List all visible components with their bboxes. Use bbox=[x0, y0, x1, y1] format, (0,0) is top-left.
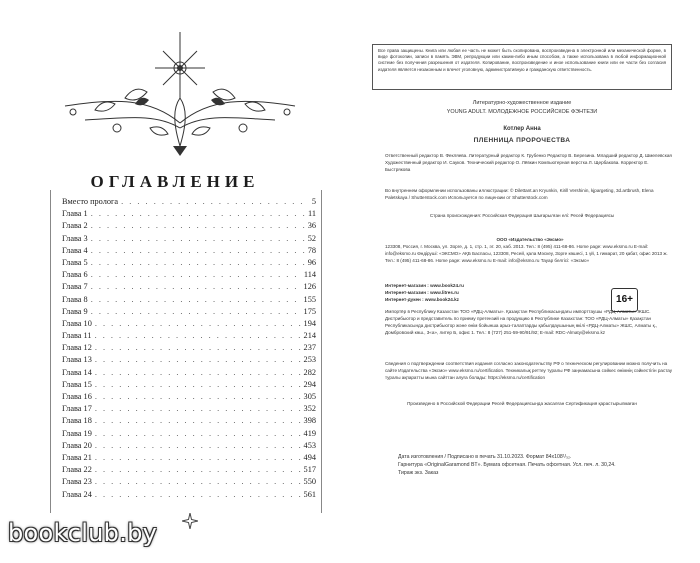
toc-entry-label: Вместо пролога bbox=[62, 197, 119, 206]
toc-entry-page: 114 bbox=[303, 270, 316, 280]
toc-leader-dots bbox=[91, 306, 301, 318]
print-run-line: Тираж экз. Заказ bbox=[398, 470, 439, 476]
toc-entry-page: 494 bbox=[303, 452, 316, 462]
toc-entry bbox=[62, 403, 316, 415]
toc-entry bbox=[62, 208, 316, 220]
publisher-info bbox=[385, 236, 675, 264]
toc-leader-dots bbox=[91, 257, 305, 269]
toc-entry-page: 96 bbox=[307, 257, 316, 267]
toc-heading: ОГЛАВЛЕНИЕ bbox=[90, 172, 260, 191]
toc-entry-label: Глава 2 bbox=[62, 221, 88, 231]
toc-leader-dots bbox=[95, 476, 301, 488]
toc-entry-page: 175 bbox=[303, 306, 316, 316]
toc-entry-page: 253 bbox=[303, 355, 316, 365]
age-rating-badge: 16+ bbox=[611, 288, 638, 312]
toc-entry bbox=[62, 220, 316, 232]
made-in-info: Произведено в Российской Федерации Ресей Федерациясында жасалған Сертификация қарастырылмаған bbox=[407, 401, 637, 406]
toc-entry bbox=[62, 294, 316, 306]
toc-entry-page: 237 bbox=[303, 343, 316, 353]
publisher-name: ООО «Издательство «Эксмо» bbox=[496, 237, 564, 242]
print-typeface-line: Гарнитура «OriginalGaramond BT». Бумага офсетная. Печать офсетная. Усл. печ. л. 30,24. bbox=[398, 462, 616, 468]
toc-entry-label: Глава 9 bbox=[62, 306, 88, 316]
toc-leader-dots bbox=[91, 294, 301, 306]
toc-leader-dots bbox=[91, 208, 305, 220]
toc-leader-dots bbox=[95, 452, 301, 464]
toc-entry-page: 352 bbox=[303, 404, 316, 414]
copyright-notice: Все права защищены. Книга или любая ее часть не может быть скопирована, воспроизведена в электронной или механической форме, в виде фотокопии, записи в память ЭВМ, репродукции или каким-либо иным способом, а также использована в любой информационной системе без получения разрешения от издателя. Копирование, воспроизведение и иное использование книги или ее части без согласия издателя является незаконным и влечет уголовную, административную и гражданскую ответственность. bbox=[372, 44, 672, 90]
toc-entry-label: Глава 8 bbox=[62, 294, 88, 304]
toc-entry bbox=[62, 476, 316, 488]
toc-entry bbox=[62, 233, 316, 245]
toc-entry-page: 550 bbox=[303, 477, 316, 487]
importer-info: Импортёр в Республику Казахстан ТОО «РДЦ-Алматы». Қазақстан Республикасындағы импорттаушы «РДЦ-Алматы» ЖШС. Дистрибьютор и представитель по приему претензий на продукцию в Республике Казахстан: ТОО «РДЦ-Алматы» Қазақстан Республикасында дистрибьютор және өнім бойынша арыз-талаптарды қабылдаушының өкілі «РДЦ-Алматы» ЖШС, Алматы қ., Домбровский көш., 3«а», литер Б, офис 1. Тел.: 8 (727) 251-59-90/91/92; E-mail: RDC-Almaty@eksmo.kz bbox=[385, 309, 658, 336]
toc-leader-dots bbox=[91, 245, 305, 257]
toc-entry-label: Глава 13 bbox=[62, 355, 92, 365]
toc-entry bbox=[62, 306, 316, 318]
toc-entry bbox=[62, 281, 316, 293]
toc-entry-page: 517 bbox=[303, 465, 316, 475]
toc-entry-label: Глава 22 bbox=[62, 465, 92, 475]
toc-entry-label: Глава 10 bbox=[62, 318, 92, 328]
toc-leader-dots bbox=[91, 269, 301, 281]
book-title: ПЛЕННИЦА ПРОРОЧЕСТВА bbox=[473, 137, 571, 144]
toc-entry-label: Глава 20 bbox=[62, 440, 92, 450]
certification-info: Сведения о подтверждении соответствия издания согласно законодательству РФ о техническом регулировании можно получить на сайте Издательства «Эксмо» www.eksmo.ru/certification. Техникалық реттеу туралы РФ заңнамасына сәйкес өнімнің сәйкестігін растау туралы ақпаратты мына сайттан алуға болады: https://eksmo.ru/certification bbox=[385, 361, 673, 381]
toc-leader-dots bbox=[95, 440, 301, 452]
toc-entry-page: 36 bbox=[307, 221, 316, 231]
toc-entry bbox=[62, 257, 316, 269]
toc-entry-page: 78 bbox=[307, 245, 316, 255]
shop-line: Интернет-дүкен : www.book24.kz bbox=[385, 297, 459, 303]
toc-entry bbox=[62, 440, 316, 452]
toc-entry-page: 294 bbox=[303, 379, 316, 389]
author-name: Котлер Анна bbox=[503, 126, 541, 132]
toc-entry bbox=[62, 452, 316, 464]
toc-leader-dots bbox=[91, 281, 301, 293]
toc-leader-dots bbox=[95, 354, 301, 366]
toc-entry-page: 214 bbox=[303, 331, 316, 341]
toc-leader-dots bbox=[95, 489, 301, 501]
genre-line: Литературно-художественное издание bbox=[472, 100, 572, 106]
toc-leader-dots bbox=[91, 233, 305, 245]
toc-entry bbox=[62, 354, 316, 366]
toc-entry-label: Глава 3 bbox=[62, 233, 88, 243]
country-of-origin: Страна происхождения: Российская Федерация Шығарылған елі: Ресей Федерациясы bbox=[429, 213, 615, 218]
toc-leader-dots bbox=[95, 464, 301, 476]
toc-leader-dots bbox=[95, 391, 301, 403]
toc-leader-dots bbox=[95, 342, 301, 354]
toc-entry-page: 194 bbox=[303, 318, 316, 328]
toc-entry bbox=[62, 391, 316, 403]
toc-entry-label: Глава 1 bbox=[62, 209, 88, 219]
toc-entry-page: 52 bbox=[307, 233, 316, 243]
illustration-credits: Во внутреннем оформлении использованы иллюстрации: © Dilettant.an Kryunkin, Kirill Vershinin, kjpargeting, 3d.artbrush, Elena Paletskaya / Shutterstock.com Используется по лицензии от Shutterstock.com bbox=[385, 188, 654, 201]
toc-entry-page: 398 bbox=[303, 416, 316, 426]
toc-list bbox=[62, 196, 316, 501]
toc-entry bbox=[62, 245, 316, 257]
toc-entry-label: Глава 17 bbox=[62, 404, 92, 414]
toc-entry-label: Глава 6 bbox=[62, 270, 88, 280]
toc-entry-label: Глава 7 bbox=[62, 282, 88, 292]
toc-entry-page: 305 bbox=[303, 392, 316, 401]
publisher-address: 123308, Россия, г. Москва, ул. Зорге, д. 1, стр. 1, эт. 20, каб. 2013. Тел.: 8 (495) 411-68-86. Home page: www.eksmo.ru E-mail: info@eksmo.ru Өндіруші: «ЭКСМО» АҚБ Баспасы, 123308, Ресей, қала Мәскеу, Зорге көшесі, 1 үй, 1 ғимарат, 20 қабат, офис 2013 ж. Тел.: 8 (495) 411-68-86. Home page: www.eksmo.ru E-mail: info@eksmo.ru Тауар белгісі: «Эксмо» bbox=[385, 244, 668, 264]
toc-entry-page: 11 bbox=[308, 209, 316, 219]
toc-entry-label: Глава 23 bbox=[62, 477, 92, 487]
toc-entry bbox=[62, 269, 316, 281]
toc-entry-page: 282 bbox=[303, 367, 316, 377]
toc-entry-page: 419 bbox=[303, 428, 316, 438]
toc-leader-dots bbox=[95, 379, 301, 391]
star-ornament-icon bbox=[182, 513, 198, 529]
toc-entry-page: 5 bbox=[311, 197, 316, 206]
toc-entry-page: 453 bbox=[303, 440, 316, 450]
toc-entry-label: Глава 11 bbox=[62, 331, 92, 341]
toc-entry-label: Глава 5 bbox=[62, 257, 88, 267]
toc-entry bbox=[62, 330, 316, 342]
toc-entry bbox=[62, 367, 316, 379]
toc-entry bbox=[62, 464, 316, 476]
series-line: YOUNG ADULT. МОЛОДЕЖНОЕ РОССИЙСКОЕ ФЭНТЕЗИ bbox=[446, 109, 598, 115]
toc-entry-label: Глава 16 bbox=[62, 392, 92, 401]
toc-entry-label: Глава 12 bbox=[62, 343, 92, 353]
toc-entry-page: 126 bbox=[303, 282, 316, 292]
toc-leader-dots bbox=[95, 415, 301, 427]
editorial-credits: Ответственный редактор В. Фекляева. Литературный редактор К. Грубенко Редактор В. Березина. Младший редактор Д. Шмелевская Художественный редактор И. Сауков. Технический редактор О. Лёвкин Компьютерная верстка Л. Щербакова. Корректор Е. Быстрякова bbox=[385, 153, 672, 173]
toc-leader-dots bbox=[95, 367, 301, 379]
toc-entry bbox=[62, 318, 316, 330]
print-date-line: Дата изготовления / Подписано в печать 31.10.2023. Формат 84x108¹/₃₂. bbox=[398, 454, 572, 460]
print-details bbox=[398, 453, 678, 477]
toc-leader-dots bbox=[121, 196, 309, 208]
toc-entry-page: 155 bbox=[303, 294, 316, 304]
site-watermark: bookclub.by bbox=[8, 519, 158, 547]
toc-entry-label: Глава 24 bbox=[62, 489, 92, 499]
toc-entry bbox=[62, 379, 316, 391]
toc-leader-dots bbox=[95, 318, 301, 330]
toc-entry-label: Глава 14 bbox=[62, 367, 92, 377]
shop-line: Интернет-магазин : www.litres.ru bbox=[385, 290, 459, 296]
toc-leader-dots bbox=[95, 428, 301, 440]
toc-entry-page: 561 bbox=[303, 489, 316, 499]
toc-entry bbox=[62, 428, 316, 440]
toc-entry-label: Глава 19 bbox=[62, 428, 92, 438]
toc-entry bbox=[62, 342, 316, 354]
toc-entry bbox=[62, 489, 316, 501]
toc-leader-dots bbox=[95, 330, 301, 342]
toc-entry bbox=[62, 196, 316, 208]
toc-entry bbox=[62, 415, 316, 427]
toc-entry-label: Глава 21 bbox=[62, 452, 92, 462]
toc-entry-label: Глава 18 bbox=[62, 416, 92, 426]
toc-entry-label: Глава 15 bbox=[62, 379, 92, 389]
toc-entry-label: Глава 4 bbox=[62, 245, 88, 255]
toc-leader-dots bbox=[95, 403, 301, 415]
toc-leader-dots bbox=[91, 220, 305, 232]
floral-ornament-icon bbox=[55, 28, 305, 158]
shop-line: Интернет-магазин : www.book24.ru bbox=[385, 283, 464, 288]
